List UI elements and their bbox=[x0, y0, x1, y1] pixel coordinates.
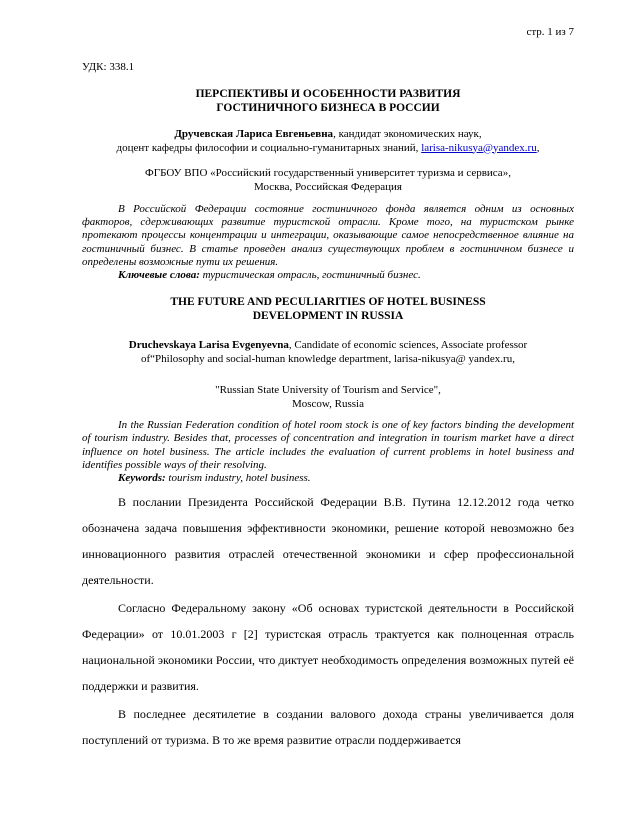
body-paragraph: В последнее десятилетие в создании валового дохода страны увеличивается доля поступлений от туризма. В то же время развитие отрасли поддерживается bbox=[82, 707, 574, 748]
article-title-en bbox=[82, 296, 574, 323]
article-title-ru-line2: ГОСТИНИЧНОГО БИЗНЕСА В РОССИИ bbox=[216, 101, 440, 114]
author-line-suffix: , bbox=[536, 141, 540, 154]
affiliation-en-line1: "Russian State University of Tourism and Service", bbox=[215, 384, 441, 397]
udc-number: УДК: 338.1 bbox=[82, 61, 135, 73]
affiliation-en-line2: Moscow, Russia bbox=[291, 397, 364, 410]
author-block-en bbox=[82, 339, 574, 366]
abstract-en: In the Russian Federation condition of hotel room stock is one of key factors binding the development of tourism industry. Besides that, processes of concentration and integration in tourism market have a direct influence on hotel business. The article includes the evaluation of current problems in hotel business and identifies possible ways of their resolving. bbox=[82, 419, 574, 471]
author-position-en: of“Philosophy and social-human knowledge department, larisa-nikusya@ yandex.ru, bbox=[141, 352, 515, 365]
body-paragraph: Согласно Федеральному закону «Об основах туристской деятельности в Российской Федерации» от 10.01.2003 г [2] туристская отрасль трактуется как полноценная отрасль национальной экономики России, что диктует необходимость определения возможных путей её поддержки и развития. bbox=[82, 601, 574, 694]
keywords-en-text: tourism industry, hotel business. bbox=[165, 472, 311, 485]
article-title-ru-line1: ПЕРСПЕКТИВЫ И ОСОБЕННОСТИ РАЗВИТИЯ bbox=[195, 88, 461, 100]
keywords-en bbox=[82, 472, 574, 485]
page-indicator: стр. 1 из 7 bbox=[526, 26, 574, 38]
affiliation-block-ru bbox=[82, 167, 574, 194]
affiliation-ru-line1: ФГБОУ ВПО «Российский государственный университет туризма и сервиса», bbox=[145, 167, 511, 179]
affiliation-block-en bbox=[82, 384, 574, 411]
body-paragraph: В послании Президента Российской Федерации В.В. Путина 12.12.2012 года четко обозначена задача повышения эффективности экономики, решение которой невозможно без инновационного развития отраслей отечественной экономики и сфер профессиональной деятельности. bbox=[82, 495, 574, 588]
author-degree-ru: , кандидат экономических наук, bbox=[333, 128, 482, 140]
article-title-ru bbox=[82, 88, 574, 115]
author-degree-en: , Candidate of economic sciences, Associate professor bbox=[288, 339, 528, 352]
author-name-en: Druchevskaya Larisa Evgenyevna bbox=[128, 339, 289, 352]
author-block-ru bbox=[82, 128, 574, 155]
article-title-en-line1: THE FUTURE AND PECULIARITIES OF HOTEL BUSINESS bbox=[170, 296, 486, 309]
email-link[interactable]: larisa-nikusya@yandex.ru bbox=[421, 141, 537, 154]
article-title-en-line2: DEVELOPMENT IN RUSSIA bbox=[252, 309, 404, 322]
author-name-ru: Дручевская Лариса Евгеньевна bbox=[174, 128, 334, 140]
affiliation-ru-line2: Москва, Российская Федерация bbox=[254, 180, 402, 193]
keywords-ru-label: Ключевые слова: bbox=[118, 269, 200, 282]
keywords-en-label: Keywords: bbox=[118, 472, 166, 485]
abstract-ru: В Российской Федерации состояние гостиничного фонда является одним из основных факторов, сдерживающих развитие туристской отрасли. Кроме того, на туристском рынке протекают процессы концентрации и интеграции, оказывающие самое непосредственное влияние на гостиничный бизнес. В статье проведен анализ существующих проблем в гостиничном бизнесе и определены возможные пути их решения. bbox=[82, 203, 574, 268]
keywords-ru bbox=[82, 269, 574, 282]
author-position-ru: доцент кафедры философии и социально-гуманитарных знаний, bbox=[116, 141, 422, 154]
keywords-ru-text: туристическая отрасль, гостиничный бизнес. bbox=[199, 269, 421, 282]
